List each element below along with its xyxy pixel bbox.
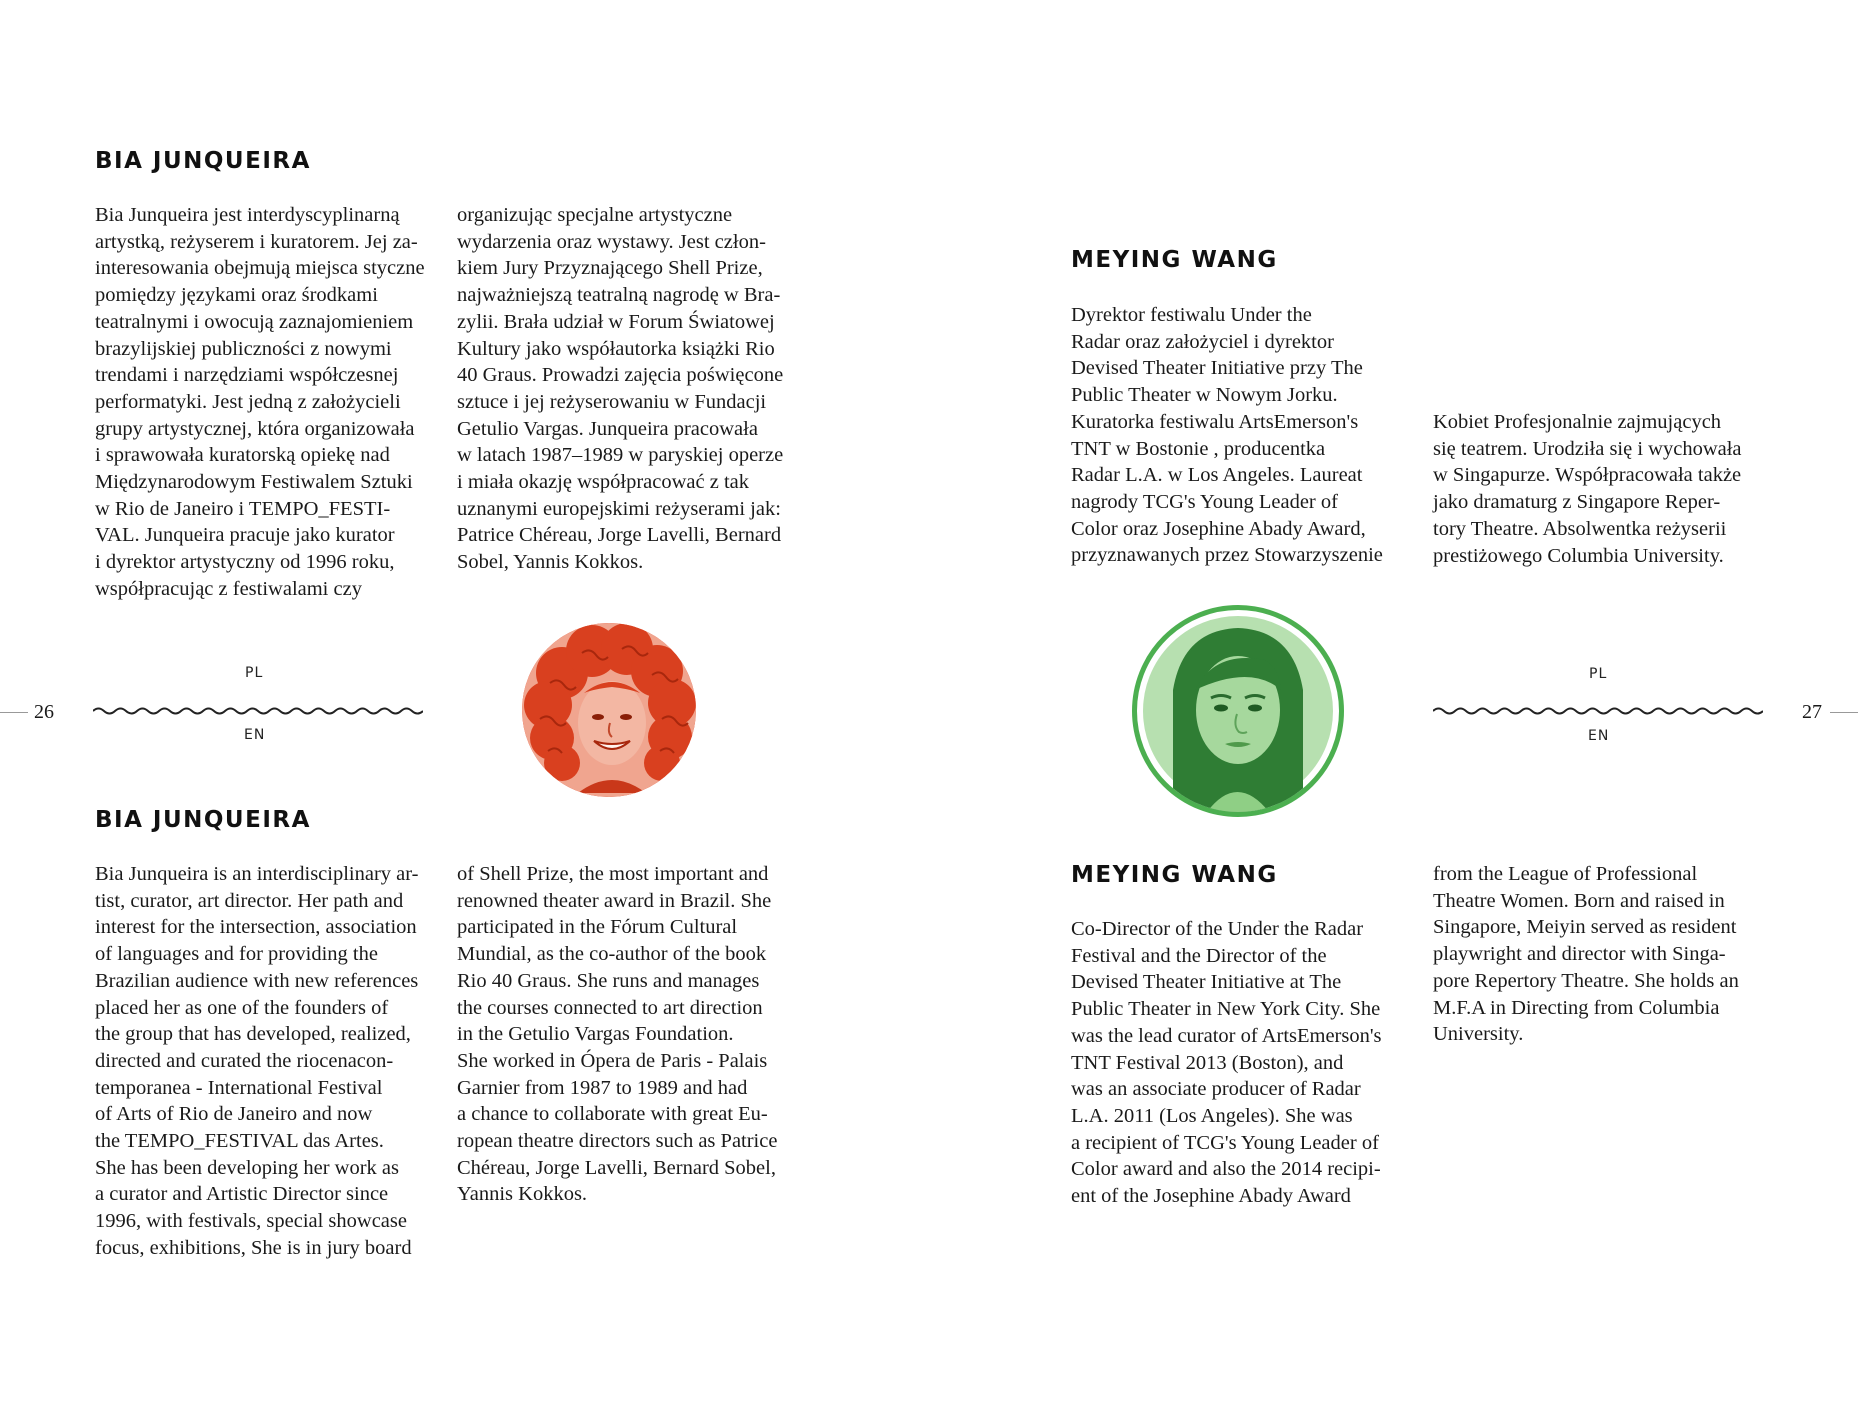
- text-line: przyznawanych przez Stowarzyszenie: [1071, 544, 1383, 567]
- text-line: 40 Graus. Prowadzi zajęcia poświęcone: [457, 364, 784, 387]
- bia-en-heading: BIA JUNQUEIRA: [95, 807, 311, 833]
- page-number: 27: [1802, 701, 1822, 723]
- text-line: placed her as one of the founders of: [95, 996, 389, 1019]
- text-line: Kultury jako współautorka książki Rio: [457, 337, 775, 360]
- text-line: Yannis Kokkos.: [457, 1183, 588, 1206]
- text-line: TNT Festival 2013 (Boston), and: [1071, 1051, 1344, 1074]
- text-line: teatralnymi i owocują zaznajomieniem: [95, 310, 414, 333]
- text-line: VAL. Junqueira pracuje jako kurator: [95, 524, 395, 547]
- text-line: Mundial, as the co-author of the book: [457, 943, 767, 966]
- text-line: a recipient of TCG's Young Leader of: [1071, 1131, 1379, 1154]
- language-label-pl: PL: [245, 665, 264, 681]
- meying-en-column-1: [1071, 916, 1382, 1210]
- text-line: of languages and for providing the: [95, 943, 378, 966]
- text-line: interest for the intersection, association: [95, 916, 417, 939]
- text-line: brazylijskiej publiczności z nowymi: [95, 337, 392, 360]
- text-line: Międzynarodowym Festiwalem Sztuki: [95, 471, 413, 494]
- text-line: się teatrem. Urodziła się i wychowała: [1433, 437, 1742, 460]
- text-line: trendami i narzędziami współczesnej: [95, 364, 399, 387]
- bia-pl-column-1: [95, 202, 425, 603]
- page-number-rule: [1830, 712, 1858, 713]
- text-line: She worked in Ópera de Paris - Palais: [457, 1049, 768, 1072]
- text-line: TNT w Bostonie , producentka: [1071, 437, 1326, 460]
- text-line: focus, exhibitions, She is in jury board: [95, 1236, 412, 1259]
- text-line: the courses connected to art direction: [457, 996, 763, 1019]
- language-label-en: EN: [244, 727, 266, 743]
- text-line: renowned theater award in Brazil. She: [457, 889, 772, 912]
- text-line: współpracując z festiwalami czy: [95, 577, 362, 600]
- meying-pl-heading: MEYING WANG: [1071, 247, 1278, 273]
- text-line: Theatre Women. Born and raised in: [1433, 889, 1725, 912]
- text-line: Public Theater in New York City. She: [1071, 998, 1381, 1021]
- text-line: Brazilian audience with new references: [95, 969, 419, 992]
- text-line: She has been developing her work as: [95, 1156, 399, 1179]
- text-line: Garnier from 1987 to 1989 and had: [457, 1076, 748, 1099]
- text-line: Getulio Vargas. Junqueira pracowała: [457, 417, 758, 440]
- text-line: kiem Jury Przyznającego Shell Prize,: [457, 257, 763, 280]
- text-line: Rio 40 Graus. She runs and manages: [457, 969, 760, 992]
- portrait-illustration: [522, 623, 696, 797]
- text-line: w Singapurze. Współpracowała także: [1433, 464, 1742, 487]
- text-line: Co-Director of the Under the Radar: [1071, 918, 1364, 940]
- text-line: i miała okazję współpracować z tak: [457, 471, 749, 494]
- text-line: Festival and the Director of the: [1071, 944, 1327, 967]
- meying-wang-portrait: [1132, 605, 1344, 817]
- text-line: Public Theater w Nowym Jorku.: [1071, 384, 1338, 407]
- meying-en-column-2: [1433, 861, 1739, 1048]
- text-line: tist, curator, art director. Her path and: [95, 889, 404, 912]
- text-line: a curator and Artistic Director since: [95, 1183, 389, 1206]
- portrait-illustration: [1137, 610, 1339, 812]
- text-line: jako dramaturg z Singapore Reper-: [1433, 491, 1721, 514]
- text-line: organizując specjalne artystyczne: [457, 204, 733, 226]
- text-line: Color oraz Josephine Abady Award,: [1071, 517, 1366, 540]
- text-line: i sprawowała kuratorską opiekę nad: [95, 444, 390, 467]
- text-line: performatyki. Jest jedną z założycieli: [95, 390, 401, 413]
- text-line: Radar oraz założyciel i dyrektor: [1071, 330, 1334, 353]
- text-line: the TEMPO_FESTIVAL das Artes.: [95, 1130, 384, 1153]
- text-line: in the Getulio Vargas Foundation.: [457, 1023, 734, 1046]
- text-line: Dyrektor festiwalu Under the: [1071, 304, 1312, 326]
- bia-junqueira-portrait: [522, 623, 696, 797]
- text-line: Kobiet Profesjonalnie zajmujących: [1433, 411, 1722, 433]
- bia-pl-column-2: [457, 202, 783, 576]
- language-divider-wave: [1433, 703, 1763, 719]
- text-line: participated in the Fórum Cultural: [457, 916, 738, 939]
- text-line: nagrody TCG's Young Leader of: [1071, 490, 1338, 513]
- bia-en-column-1: [95, 861, 419, 1262]
- text-line: zylii. Brała udział w Forum Światowej: [457, 310, 775, 333]
- text-line: University.: [1433, 1023, 1524, 1046]
- language-label-pl: PL: [1589, 666, 1608, 682]
- bia-pl-heading: BIA JUNQUEIRA: [95, 148, 311, 174]
- text-line: Singapore, Meiyin served as resident: [1433, 916, 1737, 939]
- text-line: the group that has developed, realized,: [95, 1023, 411, 1046]
- text-line: Bia Junqueira jest interdyscyplinarną: [95, 204, 400, 226]
- language-label-en: EN: [1588, 728, 1610, 744]
- text-line: Devised Theater Initiative przy The: [1071, 357, 1363, 380]
- page-number: 26: [34, 701, 54, 723]
- text-line: Devised Theater Initiative at The: [1071, 971, 1342, 994]
- language-divider-wave: [93, 703, 423, 719]
- text-line: najważniejszą teatralną nagrodę w Bra-: [457, 284, 781, 307]
- text-line: of Shell Prize, the most important and: [457, 863, 769, 885]
- text-line: temporanea - International Festival: [95, 1076, 383, 1099]
- text-line: Radar L.A. w Los Angeles. Laureat: [1071, 464, 1363, 487]
- text-line: tory Theatre. Absolwentka reżyserii: [1433, 517, 1727, 540]
- text-line: pore Repertory Theatre. She holds an: [1433, 969, 1739, 992]
- text-line: Color award and also the 2014 recipi-: [1071, 1158, 1381, 1181]
- text-line: Sobel, Yannis Kokkos.: [457, 551, 644, 574]
- text-line: interesowania obejmują miejsca styczne: [95, 257, 425, 280]
- text-line: grupy artystycznej, która organizowała: [95, 417, 415, 440]
- meying-en-heading: MEYING WANG: [1071, 862, 1278, 888]
- text-line: 1996, with festivals, special showcase: [95, 1210, 407, 1233]
- text-line: uznanymi europejskimi reżyserami jak:: [457, 497, 781, 520]
- text-line: wydarzenia oraz wystawy. Jest człon-: [457, 230, 766, 253]
- text-line: w Rio de Janeiro i TEMPO_FESTI-: [95, 497, 391, 520]
- text-line: was an associate producer of Radar: [1071, 1078, 1361, 1101]
- text-line: i dyrektor artystyczny od 1996 roku,: [95, 551, 395, 574]
- page-number-rule: [0, 712, 28, 713]
- text-line: a chance to collaborate with great Eu-: [457, 1103, 768, 1126]
- text-line: Chéreau, Jorge Lavelli, Bernard Sobel,: [457, 1156, 776, 1179]
- text-line: from the League of Professional: [1433, 863, 1698, 885]
- text-line: directed and curated the riocenacon-: [95, 1049, 394, 1072]
- text-line: L.A. 2011 (Los Angeles). She was: [1071, 1104, 1353, 1127]
- text-line: ent of the Josephine Abady Award: [1071, 1185, 1351, 1208]
- text-line: pomiędzy językami oraz środkami: [95, 284, 378, 307]
- text-line: artystką, reżyserem i kuratorem. Jej za-: [95, 230, 418, 253]
- text-line: playwright and director with Singa-: [1433, 943, 1726, 966]
- text-line: sztuce i jej reżyserowaniu w Fundacji: [457, 390, 767, 413]
- text-line: M.F.A in Directing from Columbia: [1433, 996, 1720, 1019]
- text-line: Patrice Chéreau, Jorge Lavelli, Bernard: [457, 524, 782, 547]
- bia-en-column-2: [457, 861, 777, 1208]
- text-line: was the lead curator of ArtsEmerson's: [1071, 1024, 1382, 1047]
- text-line: ropean theatre directors such as Patrice: [457, 1130, 778, 1153]
- meying-pl-column-1: [1071, 302, 1383, 569]
- text-line: w latach 1987–1989 w paryskiej operze: [457, 444, 784, 467]
- text-line: of Arts of Rio de Janeiro and now: [95, 1103, 373, 1126]
- meying-pl-column-2: [1433, 409, 1742, 569]
- text-line: Kuratorka festiwalu ArtsEmerson's: [1071, 410, 1359, 433]
- text-line: Bia Junqueira is an interdisciplinary ar-: [95, 863, 419, 885]
- text-line: prestiżowego Columbia University.: [1433, 544, 1724, 567]
